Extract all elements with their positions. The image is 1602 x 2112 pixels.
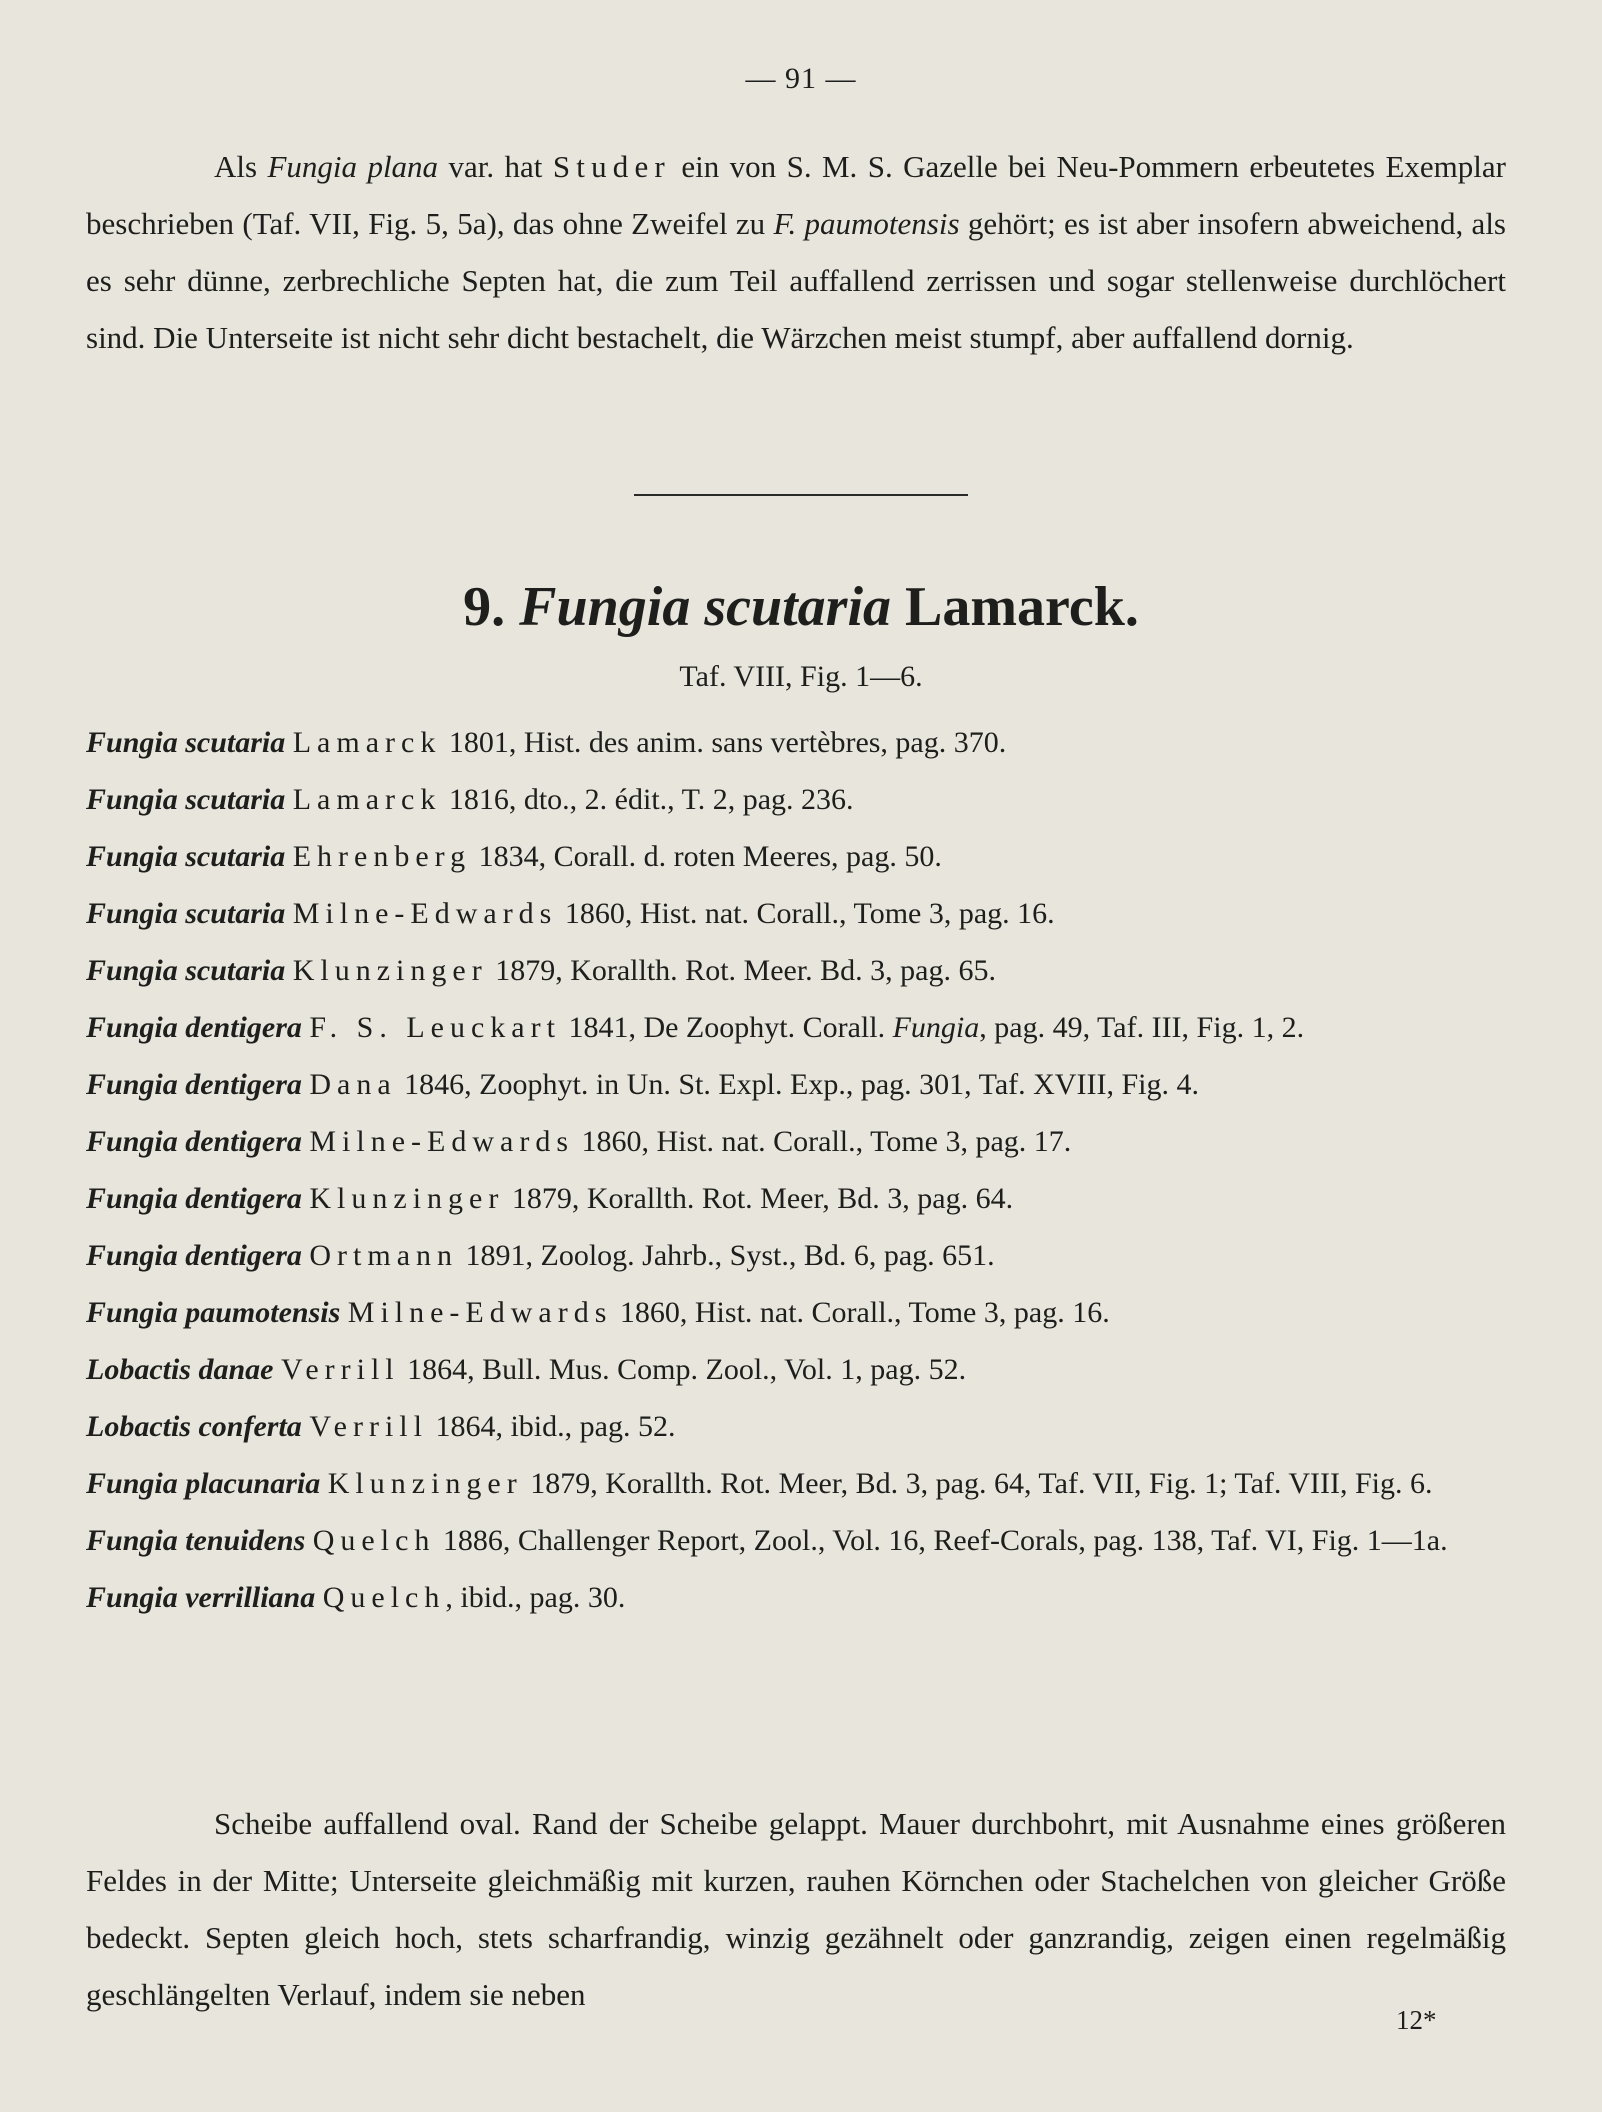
synonym-reference: 1841, De Zoophyt. Corall. (560, 1011, 893, 1044)
synonymy-list (86, 714, 1506, 1626)
synonym-author: Quelch (322, 1581, 446, 1614)
synonym-species: Fungia scutaria (86, 726, 286, 759)
synonym-author: Ortmann (309, 1239, 459, 1272)
synonym-reference: , ibid., pag. 30. (445, 1581, 626, 1614)
synonym-space (285, 783, 293, 816)
synonym-species: Fungia verrilliana (86, 1581, 316, 1614)
intro-species: F. paumotensis (773, 206, 960, 241)
synonym-reference: 1860, Hist. nat. Corall., Tome 3, pag. 17. (574, 1125, 1072, 1158)
synonym-entry (86, 1284, 1506, 1341)
synonym-entry (86, 1341, 1506, 1398)
synonym-entry (86, 999, 1506, 1056)
heading-author: Lamarck. (905, 576, 1139, 638)
synonym-entry (86, 1227, 1506, 1284)
synonym-author: Verrill (309, 1410, 428, 1443)
synonym-space (285, 840, 293, 873)
synonym-species: Fungia dentigera (86, 1182, 302, 1215)
page-number: — 91 — (745, 62, 857, 95)
synonym-species: Lobactis conferta (86, 1410, 302, 1443)
synonym-entry (86, 942, 1506, 999)
section-divider (634, 494, 968, 496)
synonym-space (315, 1581, 323, 1614)
synonym-entry (86, 1170, 1506, 1227)
synonym-entry (86, 1569, 1506, 1626)
synonym-entry (86, 1398, 1506, 1455)
synonym-reference: 1886, Challenger Report, Zool., Vol. 16, Reef-Corals, pag. 138, Taf. VI, Fig. 1—1a. (435, 1524, 1448, 1557)
synonym-species: Fungia placunaria (86, 1467, 321, 1500)
synonym-entry (86, 714, 1506, 771)
synonym-species: Fungia scutaria (86, 897, 286, 930)
synonym-reference: 1864, ibid., pag. 52. (427, 1410, 676, 1443)
synonym-reference: 1864, Bull. Mus. Comp. Zool., Vol. 1, pag. 52. (399, 1353, 967, 1386)
synonym-entry (86, 1455, 1506, 1512)
synonym-author: Klunzinger (292, 954, 488, 987)
synonym-reference: 1846, Zoophyt. in Un. St. Expl. Exp., pag. 301, Taf. XVIII, Fig. 4. (396, 1068, 1199, 1101)
synonym-space (285, 726, 293, 759)
synonym-entry (86, 1113, 1506, 1170)
intro-text: gehört; es ist aber insofern abweichend, als es sehr dünne, zerbrechliche Septen hat, die zum Teil auffallend zerrissen und sogar stellenweise durchlöchert sind. Die Unterseite ist nicht sehr dicht bestachelt, die Wärzchen meist stumpf, aber auffallend dornig. (86, 206, 1506, 355)
signature-mark: 12* (1396, 2005, 1437, 2035)
heading-number: 9. (463, 576, 506, 638)
plate-reference: Taf. VIII, Fig. 1—6. (679, 660, 923, 693)
synonym-space (274, 1353, 282, 1386)
intro-text: var. hat (438, 149, 553, 184)
synonym-author: Ehrenberg (292, 840, 472, 873)
synonym-author: Verrill (281, 1353, 400, 1386)
synonym-author: Klunzinger (309, 1182, 505, 1215)
synonym-reference: 1860, Hist. nat. Corall., Tome 3, pag. 16. (557, 897, 1055, 930)
synonym-entry (86, 1056, 1506, 1113)
synonym-author: Klunzinger (327, 1467, 523, 1500)
synonym-space (340, 1296, 348, 1329)
synonym-species: Fungia dentigera (86, 1011, 302, 1044)
intro-author: Studer (552, 149, 671, 184)
synonym-species: Lobactis danae (86, 1353, 274, 1386)
synonym-species: Fungia tenuidens (86, 1524, 306, 1557)
synonym-reference: 1879, Korallth. Rot. Meer. Bd. 3, pag. 65. (487, 954, 996, 987)
intro-paragraph (86, 138, 1506, 366)
synonym-species: Fungia dentigera (86, 1068, 302, 1101)
synonym-species: Fungia scutaria (86, 783, 286, 816)
synonym-author: Milne-Edwards (292, 897, 558, 930)
synonym-author: Lamarck (292, 726, 442, 759)
synonym-author: Lamarck (292, 783, 442, 816)
synonym-reference: 1879, Korallth. Rot. Meer, Bd. 3, pag. 64, Taf. VII, Fig. 1; Taf. VIII, Fig. 6. (522, 1467, 1433, 1500)
synonym-author: F. S. Leuckart (309, 1011, 561, 1044)
synonym-space (285, 897, 293, 930)
synonym-author: Quelch (312, 1524, 436, 1557)
synonym-reference-italic: Fungia (892, 1011, 980, 1044)
synonym-space (320, 1467, 328, 1500)
synonym-author: Milne-Edwards (347, 1296, 613, 1329)
synonym-species: Fungia dentigera (86, 1125, 302, 1158)
synonym-species: Fungia scutaria (86, 954, 286, 987)
intro-text: ein von S. M. S. Gazelle bei Neu-Pommern erbeutetes Exemplar beschrieben (Taf. VII, Fig. 5, 5a), das ohne Zweifel zu (86, 149, 1506, 241)
intro-species: Fungia plana (267, 149, 439, 184)
synonym-species: Fungia paumotensis (86, 1296, 341, 1329)
synonym-species: Fungia dentigera (86, 1239, 302, 1272)
synonym-reference: 1816, dto., 2. édit., T. 2, pag. 236. (441, 783, 854, 816)
synonym-entry (86, 1512, 1506, 1569)
synonym-reference: 1801, Hist. des anim. sans vertèbres, pag. 370. (441, 726, 1007, 759)
synonym-species: Fungia scutaria (86, 840, 286, 873)
description-paragraph (86, 1795, 1506, 2023)
synonym-space (285, 954, 293, 987)
synonym-author: Dana (309, 1068, 397, 1101)
synonym-reference: , pag. 49, Taf. III, Fig. 1, 2. (979, 1011, 1305, 1044)
synonym-reference: 1860, Hist. nat. Corall., Tome 3, pag. 16. (612, 1296, 1110, 1329)
synonym-reference: 1891, Zoolog. Jahrb., Syst., Bd. 6, pag. 651. (458, 1239, 995, 1272)
synonym-entry (86, 771, 1506, 828)
section-heading (0, 575, 1602, 639)
description-text: Scheibe auffallend oval. Rand der Scheibe gelappt. Mauer durchbohrt, mit Ausnahme eines größeren Feldes in der Mitte; Unterseite gleichmäßig mit kurzen, rauhen Körnchen oder Stachelchen von gleicher Größe bedeckt. Septen gleich hoch, stets scharfrandig, winzig gezähnelt oder ganzrandig, zeigen einen regelmäßig geschlängelten Verlauf, indem sie neben (86, 1806, 1506, 2012)
intro-text: Als (214, 149, 268, 184)
synonym-reference: 1879, Korallth. Rot. Meer, Bd. 3, pag. 64. (504, 1182, 1014, 1215)
synonym-author: Milne-Edwards (309, 1125, 574, 1158)
synonym-entry (86, 885, 1506, 942)
synonym-reference: 1834, Corall. d. roten Meeres, pag. 50. (471, 840, 942, 873)
synonym-entry (86, 828, 1506, 885)
synonym-space (305, 1524, 313, 1557)
heading-species: Fungia scutaria (519, 576, 892, 638)
